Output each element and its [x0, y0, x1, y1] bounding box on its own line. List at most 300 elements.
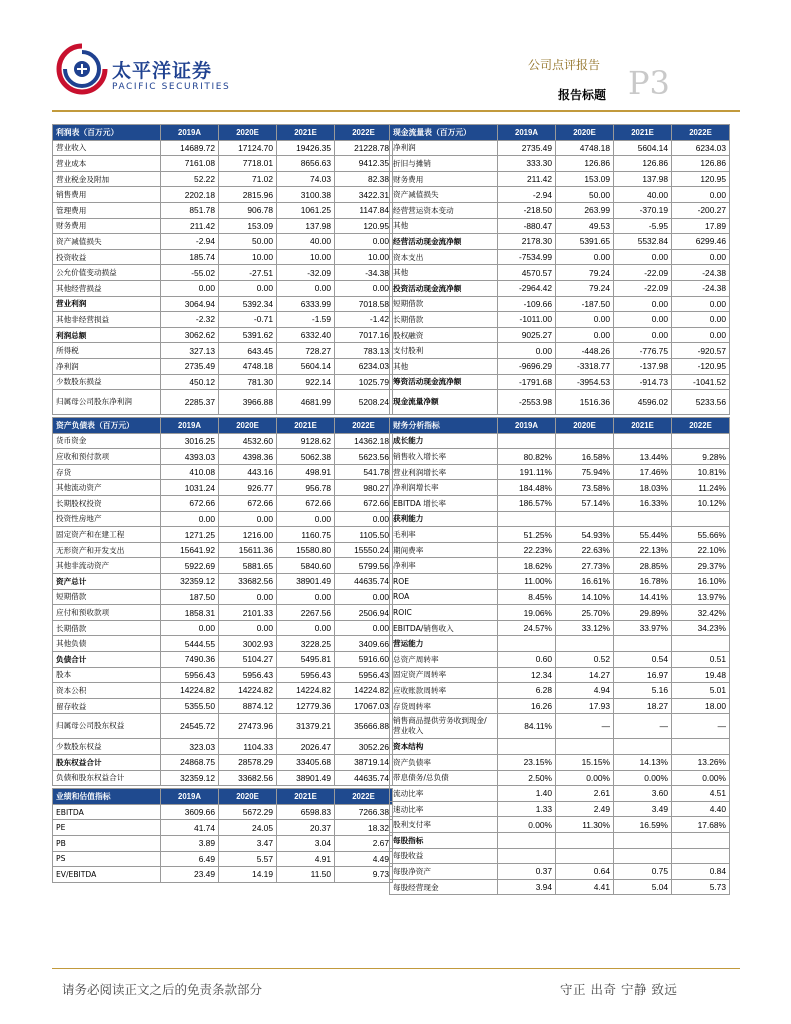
- value-cell: 0.00: [614, 249, 672, 265]
- value-cell: 5623.56: [335, 449, 393, 465]
- table-row: [390, 187, 730, 203]
- row-label: 股本: [53, 667, 161, 683]
- value-cell: 2267.56: [277, 605, 335, 621]
- value-cell: [672, 433, 730, 449]
- value-cell: 2.67: [335, 835, 393, 851]
- value-cell: 410.08: [161, 464, 219, 480]
- row-label: EBITDA/销售收入: [390, 620, 498, 636]
- value-cell: 672.66: [335, 496, 393, 512]
- table-row: [390, 558, 730, 574]
- value-cell: 323.03: [161, 739, 219, 755]
- year-header: 2020E: [556, 125, 614, 141]
- balance-sheet-table: [52, 417, 393, 786]
- value-cell: 3.89: [161, 835, 219, 851]
- value-cell: 11.30%: [556, 817, 614, 833]
- value-cell: -24.38: [672, 265, 730, 281]
- table-row: [53, 218, 393, 234]
- table-row: [53, 652, 393, 668]
- value-cell: 55.66%: [672, 527, 730, 543]
- value-cell: 32359.12: [161, 574, 219, 590]
- value-cell: -2553.98: [498, 390, 556, 415]
- row-label: 营业税金及附加: [53, 171, 161, 187]
- value-cell: 1516.36: [556, 390, 614, 415]
- value-cell: -2.94: [498, 187, 556, 203]
- value-cell: 23.49: [161, 867, 219, 883]
- value-cell: 0.00: [335, 280, 393, 296]
- value-cell: 2.50%: [498, 770, 556, 786]
- value-cell: 7018.58: [335, 296, 393, 312]
- value-cell: -2.94: [161, 234, 219, 250]
- value-cell: 19.48: [672, 667, 730, 683]
- value-cell: 4532.60: [219, 433, 277, 449]
- value-cell: 126.86: [614, 156, 672, 172]
- year-header: 2021E: [277, 789, 335, 805]
- value-cell: [556, 433, 614, 449]
- value-cell: 643.45: [219, 343, 277, 359]
- table-row: [390, 433, 730, 449]
- value-cell: 29.89%: [614, 605, 672, 621]
- table-row: [53, 343, 393, 359]
- value-cell: 5604.14: [277, 358, 335, 374]
- value-cell: -1.42: [335, 312, 393, 328]
- value-cell: 0.00: [614, 296, 672, 312]
- row-label: 归属母公司股东净利润: [53, 390, 161, 415]
- value-cell: 33682.56: [219, 770, 277, 786]
- value-cell: 0.51: [672, 652, 730, 668]
- value-cell: 851.78: [161, 202, 219, 218]
- value-cell: 7266.38: [335, 804, 393, 820]
- row-label: 现金流量净额: [390, 390, 498, 415]
- value-cell: -120.95: [672, 358, 730, 374]
- value-cell: 16.61%: [556, 574, 614, 590]
- value-cell: 6333.99: [277, 296, 335, 312]
- row-label: 营业利润: [53, 296, 161, 312]
- value-cell: 0.00: [161, 620, 219, 636]
- table-row: [390, 754, 730, 770]
- table-header-row: [53, 789, 393, 805]
- year-header: 2021E: [614, 418, 672, 434]
- value-cell: -22.09: [614, 265, 672, 281]
- value-cell: -920.57: [672, 343, 730, 359]
- row-label: 资本结构: [390, 739, 498, 755]
- value-cell: 0.00: [219, 280, 277, 296]
- value-cell: 17.89: [672, 218, 730, 234]
- value-cell: 3228.25: [277, 636, 335, 652]
- row-label: 投资收益: [53, 249, 161, 265]
- table-row: [53, 820, 393, 836]
- value-cell: 18.62%: [498, 558, 556, 574]
- table-row: [390, 374, 730, 390]
- value-cell: 3002.93: [219, 636, 277, 652]
- table-row: [53, 511, 393, 527]
- value-cell: 0.00: [335, 589, 393, 605]
- value-cell: 126.86: [672, 156, 730, 172]
- value-cell: 40.00: [277, 234, 335, 250]
- table-row: [53, 496, 393, 512]
- value-cell: -22.09: [614, 280, 672, 296]
- value-cell: 333.30: [498, 156, 556, 172]
- value-cell: 23.15%: [498, 754, 556, 770]
- row-label: 固定资产周转率: [390, 667, 498, 683]
- value-cell: 5391.62: [219, 327, 277, 343]
- value-cell: 443.16: [219, 464, 277, 480]
- row-label: 带息债务/总负债: [390, 770, 498, 786]
- table-row: [53, 574, 393, 590]
- table-row: [390, 832, 730, 848]
- table-row: [53, 480, 393, 496]
- page-header: [0, 0, 791, 120]
- value-cell: 33405.68: [277, 754, 335, 770]
- value-cell: 184.48%: [498, 480, 556, 496]
- value-cell: 22.10%: [672, 542, 730, 558]
- year-header: 2020E: [219, 418, 277, 434]
- value-cell: 17.46%: [614, 464, 672, 480]
- value-cell: 13.26%: [672, 754, 730, 770]
- row-label: 存货周转率: [390, 698, 498, 714]
- value-cell: 0.00: [161, 280, 219, 296]
- value-cell: 3.04: [277, 835, 335, 851]
- value-cell: 15.15%: [556, 754, 614, 770]
- table-row: [53, 156, 393, 172]
- left-column: [52, 124, 392, 883]
- value-cell: 40.00: [614, 187, 672, 203]
- value-cell: 50.00: [556, 187, 614, 203]
- row-label: 管理费用: [53, 202, 161, 218]
- row-label: 营业利润增长率: [390, 464, 498, 480]
- table-row: [53, 464, 393, 480]
- value-cell: 4.91: [277, 851, 335, 867]
- value-cell: 13.44%: [614, 449, 672, 465]
- table-row: [390, 464, 730, 480]
- table-row: [390, 667, 730, 683]
- table-row: [53, 390, 393, 415]
- value-cell: 0.54: [614, 652, 672, 668]
- table-row: [390, 801, 730, 817]
- table-row: [53, 202, 393, 218]
- value-cell: 980.27: [335, 480, 393, 496]
- table-row: [390, 511, 730, 527]
- table-row: [53, 374, 393, 390]
- value-cell: 74.03: [277, 171, 335, 187]
- value-cell: 14.13%: [614, 754, 672, 770]
- value-cell: 781.30: [219, 374, 277, 390]
- value-cell: [498, 636, 556, 652]
- value-cell: 0.00: [672, 327, 730, 343]
- year-header: 2019A: [161, 789, 219, 805]
- value-cell: 3.60: [614, 786, 672, 802]
- table-row: [390, 343, 730, 359]
- value-cell: 0.75: [614, 864, 672, 880]
- row-label: ROE: [390, 574, 498, 590]
- table-row: [390, 574, 730, 590]
- value-cell: 33.97%: [614, 620, 672, 636]
- row-label: 应收账款周转率: [390, 683, 498, 699]
- value-cell: 0.60: [498, 652, 556, 668]
- table-row: [390, 542, 730, 558]
- table-row: [53, 835, 393, 851]
- value-cell: 5956.43: [335, 667, 393, 683]
- value-cell: 15641.92: [161, 542, 219, 558]
- row-label: PE: [53, 820, 161, 836]
- row-label: 归属母公司股东权益: [53, 714, 161, 739]
- brand-name-en: PACIFIC SECURITIES: [112, 82, 231, 92]
- year-header: 2022E: [335, 418, 393, 434]
- table-row: [53, 754, 393, 770]
- page-number: P3: [628, 64, 670, 102]
- value-cell: [614, 511, 672, 527]
- value-cell: 11.00%: [498, 574, 556, 590]
- row-label: 每股经营现金: [390, 879, 498, 895]
- value-cell: 3.94: [498, 879, 556, 895]
- value-cell: 15611.36: [219, 542, 277, 558]
- value-cell: 21228.78: [335, 140, 393, 156]
- row-label: PB: [53, 835, 161, 851]
- value-cell: 5.73: [672, 879, 730, 895]
- table-row: [390, 280, 730, 296]
- row-label: 速动比率: [390, 801, 498, 817]
- value-cell: 4748.18: [556, 140, 614, 156]
- value-cell: 4596.02: [614, 390, 672, 415]
- value-cell: 73.58%: [556, 480, 614, 496]
- value-cell: 3966.88: [219, 390, 277, 415]
- value-cell: 17124.70: [219, 140, 277, 156]
- value-cell: 4.49: [335, 851, 393, 867]
- value-cell: 153.09: [556, 171, 614, 187]
- value-cell: 9025.27: [498, 327, 556, 343]
- value-cell: 2.49: [556, 801, 614, 817]
- value-cell: 3062.62: [161, 327, 219, 343]
- value-cell: 19426.35: [277, 140, 335, 156]
- table-row: [390, 605, 730, 621]
- table-row: [53, 558, 393, 574]
- row-label: 少数股东权益: [53, 739, 161, 755]
- value-cell: 33682.56: [219, 574, 277, 590]
- value-cell: 16.10%: [672, 574, 730, 590]
- value-cell: 672.66: [277, 496, 335, 512]
- row-label: 利润总额: [53, 327, 161, 343]
- value-cell: 211.42: [498, 171, 556, 187]
- value-cell: 34.23%: [672, 620, 730, 636]
- table-row: [53, 620, 393, 636]
- value-cell: 6234.03: [672, 140, 730, 156]
- value-cell: 9412.35: [335, 156, 393, 172]
- value-cell: 0.00: [219, 511, 277, 527]
- value-cell: [614, 433, 672, 449]
- value-cell: 14.10%: [556, 589, 614, 605]
- value-cell: 5391.65: [556, 234, 614, 250]
- value-cell: 51.25%: [498, 527, 556, 543]
- value-cell: 3422.31: [335, 187, 393, 203]
- value-cell: 9.28%: [672, 449, 730, 465]
- row-label: 短期借款: [390, 296, 498, 312]
- table-row: [53, 327, 393, 343]
- value-cell: 18.32: [335, 820, 393, 836]
- row-label: 净利润: [390, 140, 498, 156]
- row-label: 长期借款: [390, 312, 498, 328]
- value-cell: -9696.29: [498, 358, 556, 374]
- value-cell: 22.23%: [498, 542, 556, 558]
- value-cell: 1216.00: [219, 527, 277, 543]
- table-header-row: [53, 125, 393, 141]
- row-label: 股利支付率: [390, 817, 498, 833]
- value-cell: 4.40: [672, 801, 730, 817]
- value-cell: -0.71: [219, 312, 277, 328]
- year-header: 2019A: [498, 418, 556, 434]
- row-label: 每股指标: [390, 832, 498, 848]
- row-label: 其他非经营损益: [53, 312, 161, 328]
- table-row: [390, 234, 730, 250]
- value-cell: 10.81%: [672, 464, 730, 480]
- table-row: [53, 187, 393, 203]
- value-cell: 263.99: [556, 202, 614, 218]
- year-header: 2022E: [672, 418, 730, 434]
- value-cell: 14.41%: [614, 589, 672, 605]
- row-label: PS: [53, 851, 161, 867]
- value-cell: 5604.14: [614, 140, 672, 156]
- year-header: 2021E: [614, 125, 672, 141]
- row-label: 毛利率: [390, 527, 498, 543]
- value-cell: 32.42%: [672, 605, 730, 621]
- value-cell: 5956.43: [219, 667, 277, 683]
- value-cell: 4.94: [556, 683, 614, 699]
- value-cell: 3.49: [614, 801, 672, 817]
- value-cell: 1160.75: [277, 527, 335, 543]
- value-cell: [614, 832, 672, 848]
- value-cell: 8874.12: [219, 698, 277, 714]
- row-label: 留存收益: [53, 698, 161, 714]
- value-cell: 14224.82: [219, 683, 277, 699]
- row-label: 长期借款: [53, 620, 161, 636]
- value-cell: 2285.37: [161, 390, 219, 415]
- value-cell: -137.98: [614, 358, 672, 374]
- table-row: [53, 449, 393, 465]
- year-header: 2020E: [556, 418, 614, 434]
- value-cell: 1031.24: [161, 480, 219, 496]
- value-cell: 1.40: [498, 786, 556, 802]
- value-cell: [672, 636, 730, 652]
- value-cell: 0.00: [219, 589, 277, 605]
- value-cell: 211.42: [161, 218, 219, 234]
- value-cell: 0.00: [614, 312, 672, 328]
- value-cell: [672, 848, 730, 864]
- value-cell: 15550.24: [335, 542, 393, 558]
- value-cell: -109.66: [498, 296, 556, 312]
- value-cell: 15580.80: [277, 542, 335, 558]
- value-cell: 10.12%: [672, 496, 730, 512]
- value-cell: 24.57%: [498, 620, 556, 636]
- value-cell: -55.02: [161, 265, 219, 281]
- table-row: [390, 171, 730, 187]
- value-cell: 5881.65: [219, 558, 277, 574]
- value-cell: [498, 433, 556, 449]
- value-cell: 27473.96: [219, 714, 277, 739]
- year-header: 2020E: [219, 789, 277, 805]
- row-label: 财务费用: [390, 171, 498, 187]
- value-cell: -1011.00: [498, 312, 556, 328]
- value-cell: 906.78: [219, 202, 277, 218]
- value-cell: —: [614, 714, 672, 739]
- table-row: [390, 683, 730, 699]
- value-cell: 1147.84: [335, 202, 393, 218]
- value-cell: 0.00%: [498, 817, 556, 833]
- value-cell: [498, 511, 556, 527]
- value-cell: 44635.74: [335, 770, 393, 786]
- table-row: [390, 265, 730, 281]
- value-cell: -34.38: [335, 265, 393, 281]
- value-cell: 4393.03: [161, 449, 219, 465]
- table-title: 利润表（百万元）: [53, 125, 161, 141]
- value-cell: 926.77: [219, 480, 277, 496]
- value-cell: 6.28: [498, 683, 556, 699]
- value-cell: -914.73: [614, 374, 672, 390]
- table-row: [390, 848, 730, 864]
- row-label: 销售收入增长率: [390, 449, 498, 465]
- table-row: [53, 265, 393, 281]
- value-cell: 14689.72: [161, 140, 219, 156]
- value-cell: 5444.55: [161, 636, 219, 652]
- footer-disclaimer: 请务必阅读正文之后的免责条款部分: [62, 982, 263, 997]
- value-cell: 9128.62: [277, 433, 335, 449]
- value-cell: -24.38: [672, 280, 730, 296]
- table-row: [390, 620, 730, 636]
- table-row: [390, 296, 730, 312]
- table-row: [53, 542, 393, 558]
- value-cell: 0.00: [277, 280, 335, 296]
- row-label: 其他: [390, 358, 498, 374]
- value-cell: 0.00: [277, 511, 335, 527]
- year-header: 2020E: [219, 125, 277, 141]
- value-cell: -448.26: [556, 343, 614, 359]
- value-cell: 4681.99: [277, 390, 335, 415]
- row-label: 销售商品提供劳务收到现金/营业收入: [390, 714, 498, 739]
- row-label: 其他流动资产: [53, 480, 161, 496]
- row-label: 支付股利: [390, 343, 498, 359]
- value-cell: 0.00: [556, 249, 614, 265]
- value-cell: 5.57: [219, 851, 277, 867]
- brand-name-cn: 太平洋证券: [112, 60, 213, 82]
- value-cell: 17.68%: [672, 817, 730, 833]
- value-cell: 5355.50: [161, 698, 219, 714]
- value-cell: 956.78: [277, 480, 335, 496]
- value-cell: 44635.74: [335, 574, 393, 590]
- value-cell: 0.00: [161, 511, 219, 527]
- row-label: 无形资产和开发支出: [53, 542, 161, 558]
- row-label: 公允价值变动损益: [53, 265, 161, 281]
- value-cell: 20.37: [277, 820, 335, 836]
- value-cell: 24868.75: [161, 754, 219, 770]
- value-cell: 24545.72: [161, 714, 219, 739]
- row-label: 股权融资: [390, 327, 498, 343]
- value-cell: 5532.84: [614, 234, 672, 250]
- value-cell: 5672.29: [219, 804, 277, 820]
- table-row: [53, 636, 393, 652]
- value-cell: 24.05: [219, 820, 277, 836]
- value-cell: 4398.36: [219, 449, 277, 465]
- row-label: 每股净资产: [390, 864, 498, 880]
- row-label: 资产总计: [53, 574, 161, 590]
- value-cell: 22.63%: [556, 542, 614, 558]
- year-header: 2022E: [335, 789, 393, 805]
- table-row: [390, 140, 730, 156]
- value-cell: 2735.49: [498, 140, 556, 156]
- value-cell: [498, 739, 556, 755]
- value-cell: 672.66: [161, 496, 219, 512]
- value-cell: -880.47: [498, 218, 556, 234]
- value-cell: -187.50: [556, 296, 614, 312]
- value-cell: -7534.99: [498, 249, 556, 265]
- value-cell: -5.95: [614, 218, 672, 234]
- value-cell: 6.49: [161, 851, 219, 867]
